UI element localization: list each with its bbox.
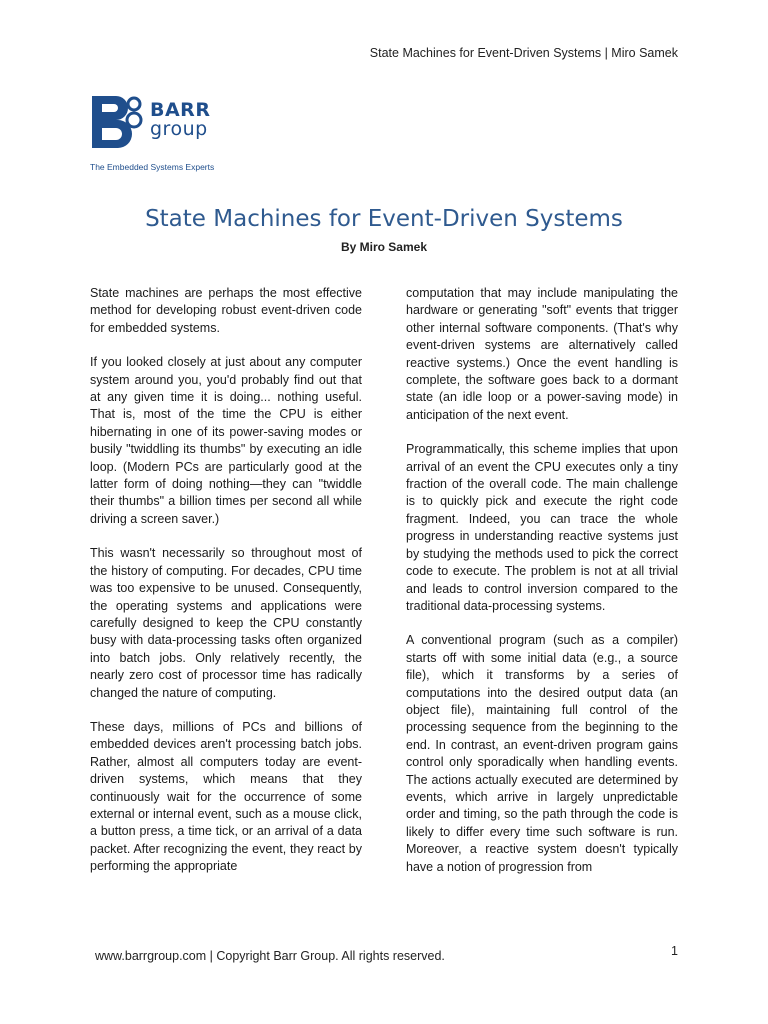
paragraph: This wasn't necessarily so throughout most of the history of computing. For decades, CPU time was too expensive to be unused. Consequently, the operating systems and applications were carefully designed to keep the CPU constantly busy with data-processing tasks often organized into batch jobs. Only relatively recently, the nearly zero cost of processor time has radically changed the nature of computing. [90,546,362,700]
logo-word-group: group [150,118,208,140]
logo-tagline: The Embedded Systems Experts [90,162,215,172]
logo-word-barr: BARR [150,99,211,121]
running-header: State Machines for Event-Driven Systems | Miro Samek [369,46,678,60]
left-column [90,285,362,893]
article-title: State Machines for Event-Driven Systems [145,206,623,232]
paragraph: A conventional program (such as a compiler) starts off with some initial data (e.g., a source file), which it transforms by a series of computations into the desired output data (an object file), maintaining full control of the processing sequence from the beginning to the end. In contrast, an event-driven program gains control only sporadically when handling events. The actions actually executed are determined by events, which arrive in largely unpredictable order and timing, so the path through the code is likely to differ every time such software is run. Moreover, a reactive system doesn't typically have a notion of progression from [406,633,678,874]
paragraph: These days, millions of PCs and billions of embedded devices aren't processing batch jobs. Rather, almost all computers today are event-driven systems, which means that they continuously wait for the occurrence of some external or internal event, such as a mouse click, a button press, a time tick, or an arrival of a data packet. After recognizing the event, they react by performing the appropriate [90,719,362,874]
right-column [406,285,678,893]
paragraph: Programmatically, this scheme implies that upon arrival of an event the CPU executes only a tiny fraction of the overall code. The main challenge is to quickly pick and execute the right code fragment. Indeed, you can trace the whole progress in understanding reactive systems just by studying the methods used to pick the correct code to execute. The problem is not at all trivial and leads to control inversion compared to the traditional data-processing systems. [406,442,678,613]
article-byline: By Miro Samek [340,240,428,254]
paragraph: State machines are perhaps the most effective method for developing robust event-driven code for embedded systems. [90,286,362,335]
page-number: 1 [671,944,678,958]
footer-copyright: www.barrgroup.com | Copyright Barr Group. All rights reserved. [95,949,445,963]
barr-group-logo [90,94,230,174]
paragraph: If you looked closely at just about any computer system around you, you'd probably find out that at any given time it is doing... nothing useful. That is, most of the time the CPU is either hibernating in one of its power-saving modes or busily "twiddling its thumbs" by executing an idle loop. (Modern PCs are particularly good at the latter form of doing nothing—they can "twiddle their thumbs" a billion times per second all while driving a screen saver.) [90,355,362,526]
paragraph: computation that may include manipulating the hardware or generating "soft" events that trigger other internal software components. (That's why event-driven systems are alternatively called reactive systems.) Once the event handling is complete, the software goes back to a dormant state (an idle loop or a power-saving mode) in anticipation of the next event. [406,286,678,422]
barr-group-logo-mark [90,94,146,154]
